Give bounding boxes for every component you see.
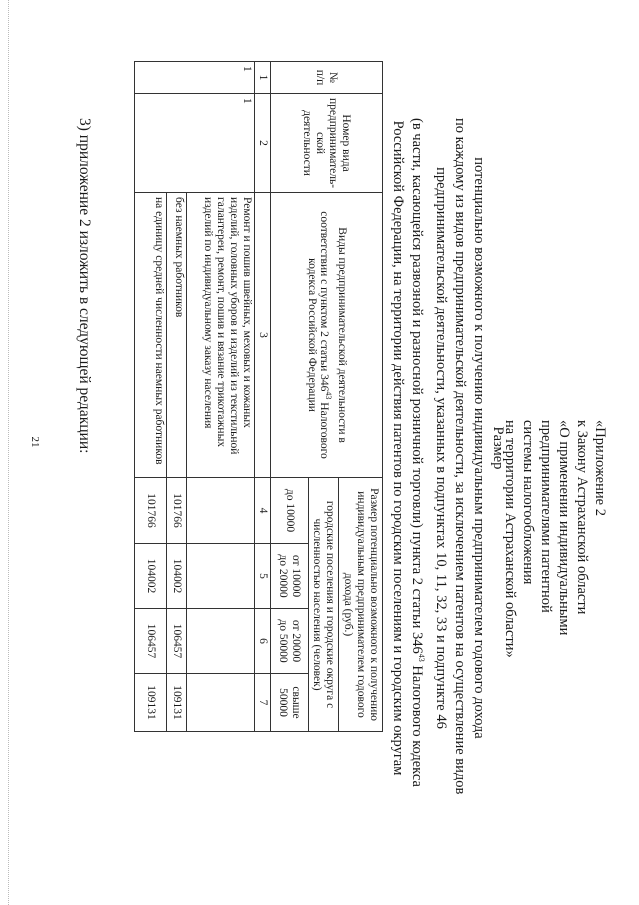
header-income-size: Размер потенциально возможного к получению индивидуальным предпринимателем годового дохода (руб.) bbox=[339, 478, 383, 732]
row-activity-text: Ремонт и пошив швейных, меховых и кожаных изделий, головных уборов и изделий из текстильной галантереи, ремонт, пошив и вязание трикотажных изделий по индивидуальному заказу населения bbox=[187, 193, 255, 478]
value-cell: 104002 bbox=[167, 544, 187, 609]
row-sub-text: на единицу средней численности наемных работников bbox=[135, 193, 167, 478]
header-col: от 20000 до 50000 bbox=[271, 609, 309, 674]
income-table bbox=[134, 61, 383, 732]
value-cell: 109131 bbox=[167, 674, 187, 732]
header-activity-number: Номер вида предпринимательской деятельности bbox=[271, 94, 383, 193]
header-activity-types: Виды предпринимательской деятельности в соответствии с пунктом 2 статьи $346^{43}$ Налогового кодекса Российской Федерации bbox=[271, 193, 383, 478]
appendix-line: на территории Астраханской области» bbox=[502, 420, 518, 658]
value-cell: 101766 bbox=[167, 478, 187, 544]
page-number: 21 bbox=[29, 436, 41, 448]
col-number: 6 bbox=[255, 609, 271, 674]
col-number: 5 bbox=[255, 544, 271, 609]
heading-line: Российской Федерации, на территории действия патентов по городским поселениям и городским округам bbox=[390, 120, 407, 776]
col-number: 4 bbox=[255, 478, 271, 544]
col-number: 7 bbox=[255, 674, 271, 732]
appendix-line: «О применении индивидуальными bbox=[556, 420, 572, 636]
appendix-header bbox=[501, 420, 609, 658]
header-col: свыше 50000 bbox=[271, 674, 309, 732]
heading-line: (в части, касающейся развозной и разносной розничной торговли) пункта 2 статьи $346^{43}$ Налогового кодекса bbox=[409, 118, 426, 787]
heading-line: предпринимательской деятельности, указанных в подпунктах 10, 11, 32, 33 и подпункте 46 bbox=[433, 167, 449, 729]
value-cell: 109131 bbox=[135, 674, 167, 732]
value-cell: 104002 bbox=[135, 544, 167, 609]
value-cell: 101766 bbox=[135, 478, 167, 544]
header-settlements: городские поселения и городские округа с численностью населения (человек) bbox=[309, 478, 339, 732]
header-no: № п/п bbox=[271, 62, 383, 94]
row-sub-text: без наемных работников bbox=[167, 193, 187, 478]
row-activity-number: 1 bbox=[135, 94, 255, 193]
appendix-line: предпринимателями патентной bbox=[538, 420, 554, 613]
value-cell: 106457 bbox=[135, 609, 167, 674]
header-col: до 10000 bbox=[271, 478, 309, 544]
intro-line: 3) приложение 2 изложить в следующей редакции: bbox=[76, 118, 93, 454]
value-cell: 106457 bbox=[167, 609, 187, 674]
heading-line: по каждому из видов предпринимательской деятельности, за исключением патентов на осуществление видов bbox=[452, 118, 468, 795]
heading-line: потенциально возможного к получению индивидуальным предпринимателем годового дохода bbox=[471, 157, 487, 739]
appendix-line: системы налогообложения bbox=[520, 420, 536, 585]
header-col: от 10000 до 20000 bbox=[271, 544, 309, 609]
col-number: 2 bbox=[255, 94, 271, 193]
row-no: 1 bbox=[135, 62, 255, 94]
appendix-line: к Закону Астраханской области bbox=[574, 420, 590, 615]
document-heading bbox=[388, 118, 507, 795]
heading-title: Размер bbox=[490, 426, 506, 470]
col-number: 1 bbox=[255, 62, 271, 94]
col-number: 3 bbox=[255, 193, 271, 478]
appendix-line: «Приложение 2 bbox=[592, 420, 608, 516]
